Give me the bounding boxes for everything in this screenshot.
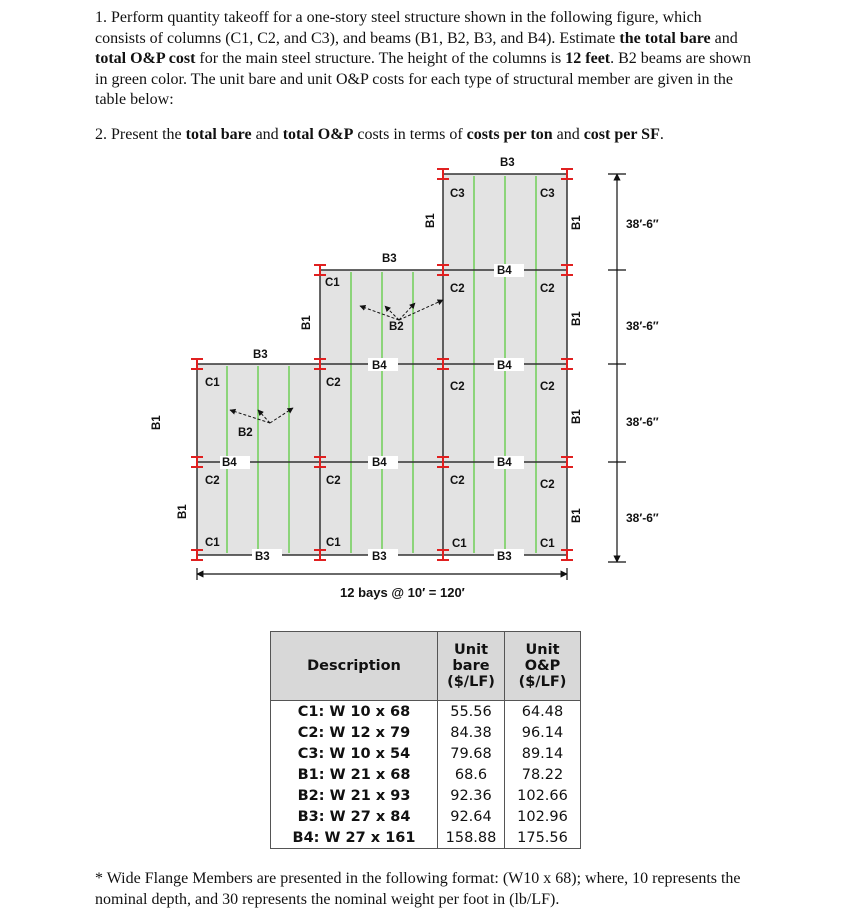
row-unit-bare: 84.38: [438, 722, 505, 743]
dimension-label: 38′-6″: [626, 319, 659, 333]
dimension-label: 38′-6″: [626, 511, 659, 525]
label-c2: C2: [326, 377, 341, 389]
label-b4: B4: [497, 265, 512, 277]
label-b3: B3: [253, 349, 268, 361]
row-unit-op: 96.14: [505, 722, 581, 743]
label-c1: C1: [452, 538, 467, 550]
label-b4: B4: [372, 457, 387, 469]
label-c2: C2: [540, 381, 555, 393]
row-description: B2: W 21 x 93: [271, 785, 438, 806]
row-unit-op: 64.48: [505, 701, 581, 723]
label-b4: B4: [372, 360, 387, 372]
row-unit-op: 175.56: [505, 827, 581, 849]
label-b4: B4: [497, 457, 512, 469]
label-b1: B1: [301, 315, 313, 330]
dimension-label: 38′-6″: [626, 217, 659, 231]
header-unit-bare: Unit bare ($/LF): [438, 632, 505, 701]
label-b3: B3: [382, 253, 397, 265]
label-b1: B1: [571, 508, 583, 523]
table-row: [271, 722, 581, 743]
label-c1: C1: [326, 537, 341, 549]
label-b3: B3: [372, 551, 387, 563]
label-b2: B2: [238, 427, 253, 439]
label-c1: C1: [540, 538, 555, 550]
header-description: Description: [271, 632, 438, 701]
label-b1: B1: [151, 415, 163, 430]
table-row: [271, 764, 581, 785]
row-description: B3: W 27 x 84: [271, 806, 438, 827]
label-c1: C1: [205, 377, 220, 389]
row-description: B4: W 27 x 161: [271, 827, 438, 849]
label-c2: C2: [540, 479, 555, 491]
row-unit-op: 89.14: [505, 743, 581, 764]
label-c2: C2: [326, 475, 341, 487]
row-unit-bare: 68.6: [438, 764, 505, 785]
label-b3: B3: [500, 157, 515, 169]
label-c2: C2: [450, 475, 465, 487]
label-c2: C2: [450, 283, 465, 295]
q2-bold-2: total O&P: [282, 126, 354, 143]
q1-bold-3: 12 feet: [565, 50, 611, 68]
row-unit-bare: 79.68: [438, 743, 505, 764]
table-row: [271, 743, 581, 764]
label-c1: C1: [205, 537, 220, 549]
q2-text-2: and: [251, 126, 283, 143]
label-b2: B2: [389, 321, 404, 333]
label-b1: B1: [571, 409, 583, 424]
label-c2: C2: [540, 283, 555, 295]
q2-bold-1: total bare: [185, 126, 252, 143]
label-b3: B3: [255, 551, 270, 563]
q1-text-1: 1. Perform quantity takeoff for a one-story steel structure shown in the following figure, which consists of columns (C1, C2, and C3), and beams (B1, B2, B3, and B4). Estimate: [95, 9, 702, 47]
q2-text-3: costs in terms of: [353, 126, 467, 143]
row-unit-bare: 92.64: [438, 806, 505, 827]
label-c3: C3: [540, 188, 555, 200]
label-b1: B1: [425, 213, 437, 228]
q2-text-5: .: [659, 126, 664, 143]
label-b1: B1: [571, 215, 583, 230]
q1-text-3: for the main steel structure. The height of the columns is: [195, 50, 566, 68]
label-b4: B4: [222, 457, 237, 469]
row-unit-op: 102.66: [505, 785, 581, 806]
table-row: [271, 806, 581, 827]
table-row: [271, 827, 581, 849]
table-row: [271, 701, 581, 723]
row-unit-bare: 158.88: [438, 827, 505, 849]
vertical-dimension: [608, 174, 626, 562]
label-b1: B1: [571, 311, 583, 326]
row-description: B1: W 21 x 68: [271, 764, 438, 785]
label-c2: C2: [450, 381, 465, 393]
q2-bold-4: cost per SF: [583, 126, 660, 143]
label-b4: B4: [497, 360, 512, 372]
label-b1: B1: [177, 504, 189, 519]
label-b3: B3: [497, 551, 512, 563]
row-unit-op: 78.22: [505, 764, 581, 785]
row-description: C3: W 10 x 54: [271, 743, 438, 764]
q1-text-2: and: [710, 29, 738, 47]
header-unit-op: Unit O&P ($/LF): [505, 632, 581, 701]
row-unit-op: 102.96: [505, 806, 581, 827]
unit-cost-table: [270, 631, 581, 849]
footnote: * Wide Flange Members are presented in the following format: (W10 x 68); where, 10 represents the nominal depth, and 30 represents the nominal weight per foot in (lb/LF).: [95, 870, 741, 908]
label-c3: C3: [450, 188, 465, 200]
q1-bold-1: the total bare: [619, 29, 711, 47]
dimension-label: 38′-6″: [626, 415, 659, 429]
label-c2: C2: [205, 475, 220, 487]
label-c1: C1: [325, 277, 340, 289]
table-row: [271, 785, 581, 806]
q2-bold-3: costs per ton: [466, 126, 553, 143]
row-unit-bare: 92.36: [438, 785, 505, 806]
q1-text-4: . B2 beams are shown in green color. The unit bare and unit O&P costs for each type of structural member are given in the table below:: [95, 50, 751, 109]
row-description: C2: W 12 x 79: [271, 722, 438, 743]
bays-label: 12 bays @ 10′ = 120′: [340, 585, 465, 600]
q2-text-1: 2. Present the: [95, 126, 186, 143]
row-description: C1: W 10 x 68: [271, 701, 438, 723]
q2-text-4: and: [552, 126, 584, 143]
q1-bold-2: total O&P cost: [95, 50, 196, 68]
row-unit-bare: 55.56: [438, 701, 505, 723]
